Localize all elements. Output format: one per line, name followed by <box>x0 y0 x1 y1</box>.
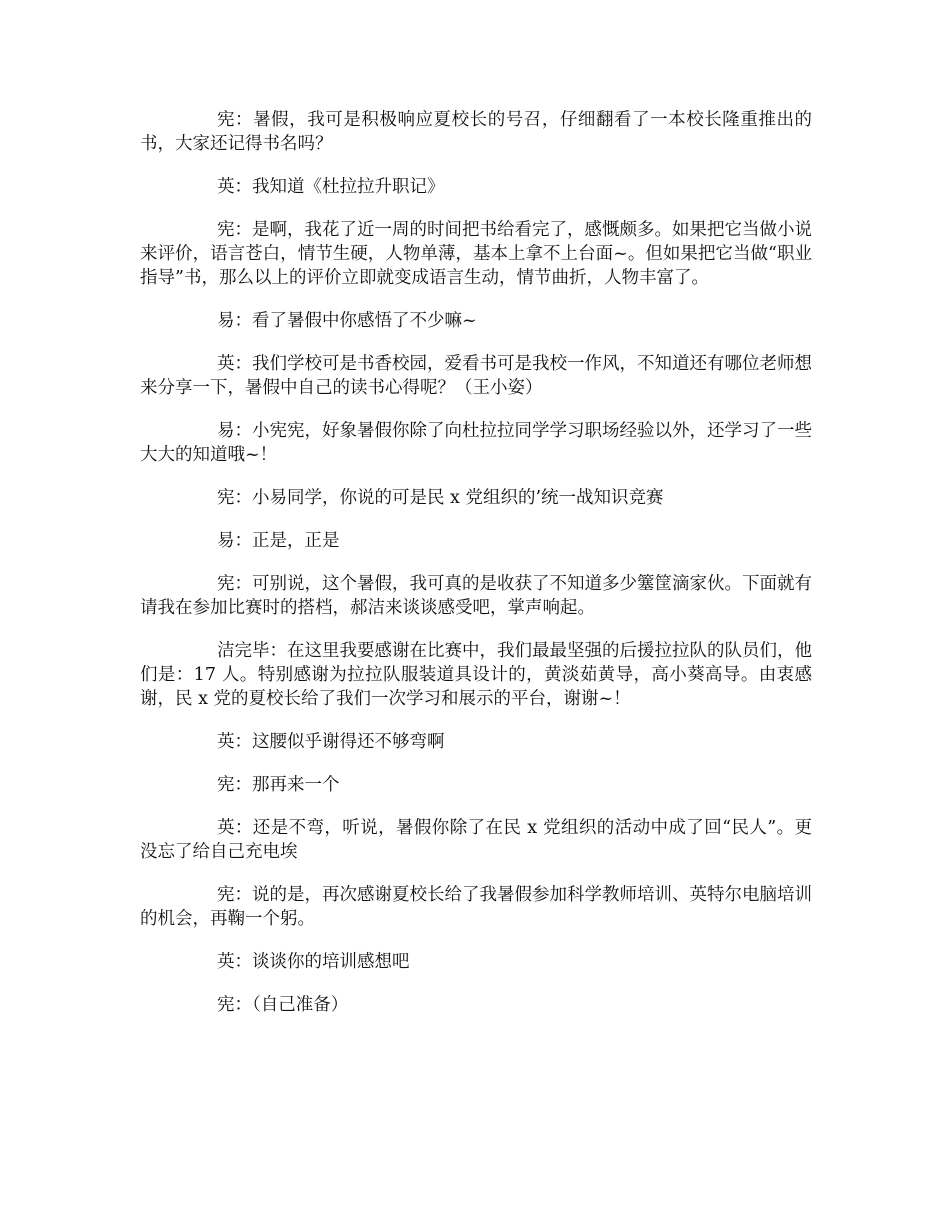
paragraph: 英：我们学校可是书香校园，爱看书可是我校一作风，不知道还有哪位老师想来分享一下，暑假中自己的读书心得呢？（王小姿） <box>140 354 812 398</box>
paragraph: 英：这腰似乎谢得还不够弯啊 <box>217 732 445 752</box>
paragraph: 英：还是不弯，听说，暑假你除了在民 x 党组织的活动中成了回“民人”。更没忘了给自己充电埃 <box>140 818 812 862</box>
paragraph: 易：看了暑假中你感悟了不少嘛~ <box>217 311 477 331</box>
paragraph: 易：正是，正是 <box>217 531 340 551</box>
paragraph: 易：小宪宪，好象暑假你除了向杜拉拉同学学习职场经验以外，还学习了一些大大的知道哦~！ <box>140 421 812 465</box>
paragraph: 洁完毕：在这里我要感谢在比赛中，我们最最坚强的后援拉拉队的队员们，他们是：17 人。特别感谢为拉拉队服装道具设计的，黄淡茹黄导，高小葵高导。由衷感谢，民 x 党的夏校长给了我们一次学习和展示的平台，谢谢~！ <box>140 641 812 709</box>
paragraph: 宪：说的是，再次感谢夏校长给了我暑假参加科学教师培训、英特尔电脑培训的机会，再鞠一个躬。 <box>140 885 812 929</box>
paragraph: 宪：那再来一个 <box>217 775 340 795</box>
paragraph: 宪：小易同学，你说的可是民 x 党组织的’统一战知识竞赛 <box>217 488 664 508</box>
paragraph: 英：谈谈你的培训感想吧 <box>217 952 410 972</box>
paragraph: 宪：可别说，这个暑假，我可真的是收获了不知道多少簺筐滴家伙。下面就有请我在参加比赛时的搭档，郝洁来谈谈感受吧，掌声响起。 <box>140 574 812 618</box>
paragraph: 宪：暑假，我可是积极响应夏校长的号召，仔细翻看了一本校长隆重推出的书，大家还记得书名吗？ <box>140 110 812 154</box>
paragraph: 宪：是啊，我花了近一周的时间把书给看完了，感慨颇多。如果把它当做小说来评价，语言苍白，情节生硬，人物单薄，基本上拿不上台面~。但如果把它当做“职业指导”书，那么以上的评价立即就变成语言生动，情节曲折，人物丰富了。 <box>140 220 812 288</box>
document-body <box>140 108 812 1036</box>
paragraph: 英：我知道《杜拉拉升职记》 <box>217 177 445 197</box>
paragraph: 宪：（自己准备） <box>217 995 349 1015</box>
